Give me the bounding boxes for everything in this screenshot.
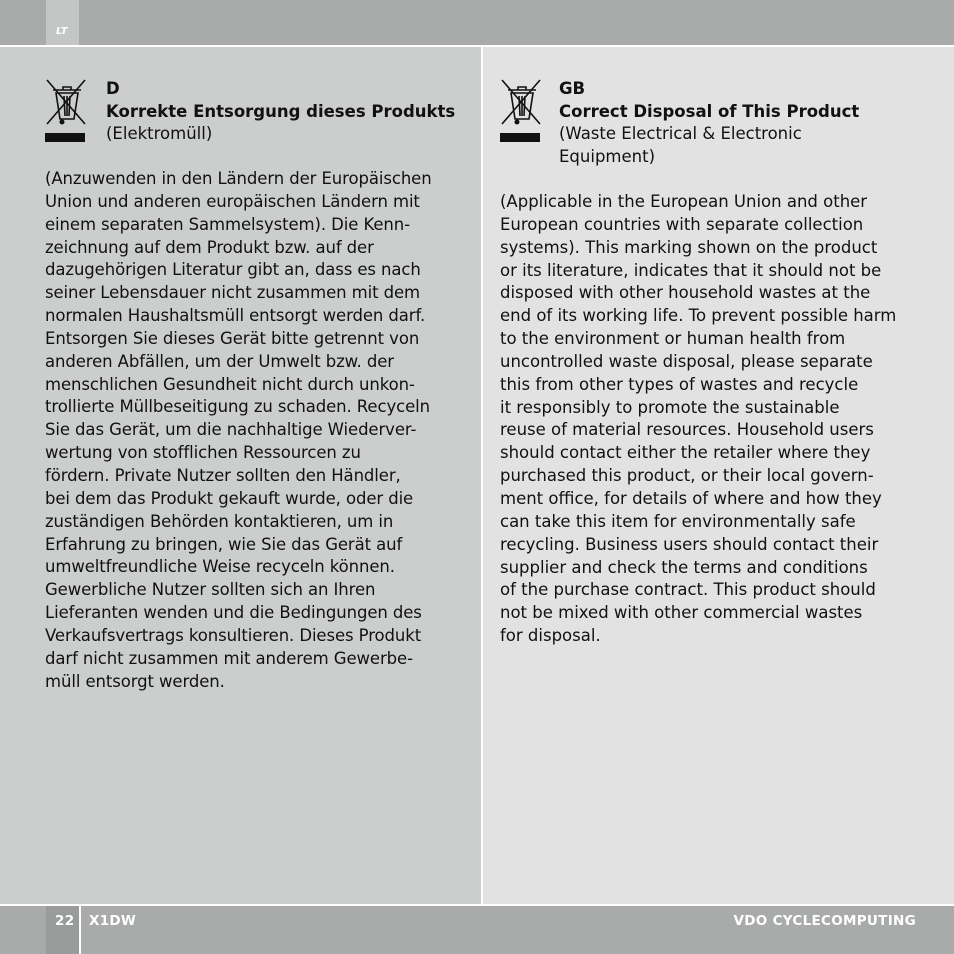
section-title-gb: Correct Disposal of This Product [559, 102, 860, 121]
section-body-de: (Anzuwenden in den Ländern der Europäischen Union und anderen europäischen Ländern mit einem separaten Sammelsystem). Die Kenn- zeichnung auf dem Produkt bzw. auf der dazugehörigen Literatur gibt an, dass es nach seiner Lebensdauer nicht zusammen mit dem normalen Haushaltsmüll entsorgt werden darf. Entsorgen Sie dieses Gerät bitte getrennt von anderen Abfällen, um der Umwelt bzw. der menschlichen Gesundheit nicht durch unkon- trollierte Müllbeseitigung zu schaden. Recyceln Sie das Gerät, um die nachhaltige Wiederver- wertung von stofflichen Ressourcen zu fördern. Private Nutzer sollten den Händler, bei dem das Produkt gekauft wurde, oder die zuständigen Behörden kontaktieren, um in Erfahrung zu bringen, wie Sie das Gerät auf umweltfreundliche Weise recyceln können. Gewerbliche Nutzer sollten sich an Ihren Lieferanten wenden und die Bedingungen des Verkaufsvertrags konsultieren. Dieses Produkt darf nicht zusammen mit anderem Gewerbe- müll entsorgt werden. [45, 169, 432, 691]
brand-name: VDO CYCLECOMPUTING [733, 913, 916, 929]
language-tab-label: LT [56, 26, 68, 37]
section-title-de: Korrekte Entsorgung dieses Produkts [106, 102, 456, 121]
language-tab [46, 0, 79, 45]
crossed-out-wheelie-bin-icon [45, 78, 87, 144]
crossed-out-wheelie-bin-icon [500, 78, 542, 144]
section-subtitle-gb: (Waste Electrical & Electronic Equipment) [559, 124, 802, 166]
section-code-de: D [106, 79, 120, 98]
footer-separator [79, 906, 81, 954]
header-bar [0, 0, 954, 45]
product-name: X1DW [89, 913, 137, 929]
section-code-gb: GB [559, 79, 586, 98]
section-subtitle-de: (Elektromüll) [106, 124, 213, 143]
section-body-gb: (Applicable in the European Union and other European countries with separate collection systems). This marking shown on the product or its literature, indicates that it should not be disposed with other household wastes at the end of its working life. To prevent possible harm to the environment or human health from uncontrolled waste disposal, please separate this from other types of wastes and recycle it responsibly to promote the sustainable reuse of material resources. Household users should contact either the retailer where they purchased this product, or their local govern- ment office, for details of where and how they can take this item for environmentally safe recycling. Business users should contact their supplier and check the terms and conditions of the purchase contract. This product should not be mixed with other commercial wastes for disposal. [500, 192, 897, 646]
page-number: 22 [55, 913, 75, 929]
